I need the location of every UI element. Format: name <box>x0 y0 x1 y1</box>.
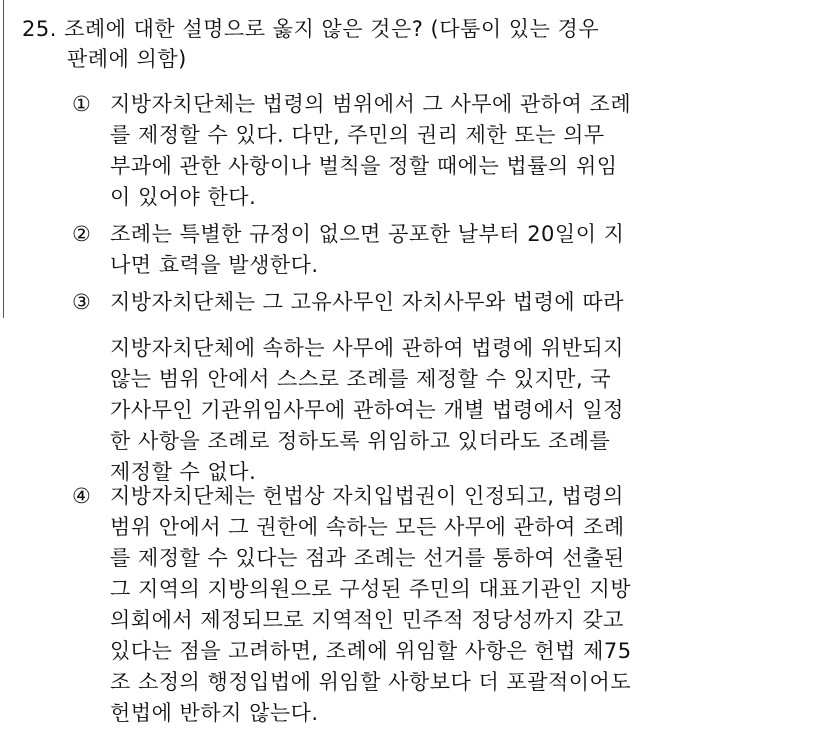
option-line: 한 사항을 조례로 정하도록 위임하고 있더라도 조례를 <box>110 429 611 453</box>
option-line: 조례는 특별한 규정이 없으면 공포한 날부터 20일이 지 <box>110 222 625 246</box>
option-line: 제정할 수 없다. <box>110 460 257 484</box>
option-line: 조 소정의 행정입법에 위임할 사항보다 더 포괄적이어도 <box>110 670 632 694</box>
option-line: 않는 범위 안에서 스스로 조례를 제정할 수 있지만, 국 <box>110 367 612 391</box>
question-line: 25. 조례에 대한 설명으로 옳지 않은 것은? (다툼이 있는 경우 <box>22 17 600 41</box>
option-line: 가사무인 기관위임사무에 관하여는 개별 법령에서 일정 <box>110 398 624 422</box>
option-line: 지방자치단체는 헌법상 자치입법권이 인정되고, 법령의 <box>110 484 624 508</box>
option-marker: ② <box>72 222 92 246</box>
option-line: 부과에 관한 사항이나 벌칙을 정할 때에는 법률의 위임 <box>110 154 618 178</box>
option-marker: ④ <box>72 484 92 508</box>
option-1[interactable] <box>72 89 822 213</box>
option-line: 를 제정할 수 있다. 다만, 주민의 권리 제한 또는 의무 <box>110 123 605 147</box>
question-stem <box>22 14 822 74</box>
option-line: 나면 효력을 발생한다. <box>110 253 319 277</box>
option-line: 를 제정할 수 있다는 점과 조례는 선거를 통하여 선출된 <box>110 546 625 570</box>
option-line: 그 지역의 지방의원으로 구성된 주민의 대표기관인 지방 <box>110 577 632 601</box>
option-line: 의회에서 제정되므로 지역적인 민주적 정당성까지 갖고 <box>110 608 624 632</box>
option-line: 지방자치단체는 그 고유사무인 자치사무와 법령에 따라 <box>110 290 624 314</box>
option-line: 지방자치단체에 속하는 사무에 관하여 법령에 위반되지 <box>110 336 624 360</box>
option-marker: ③ <box>72 290 92 314</box>
option-marker: ① <box>72 92 92 116</box>
option-line: 지방자치단체는 법령의 범위에서 그 사무에 관하여 조례 <box>110 92 632 116</box>
margin-rule <box>3 0 4 318</box>
option-line: 이 있어야 한다. <box>110 185 257 209</box>
option-3[interactable] <box>72 287 822 488</box>
option-2[interactable] <box>72 219 822 281</box>
option-line: 범위 안에서 그 권한에 속하는 모든 사무에 관하여 조례 <box>110 515 625 539</box>
option-4[interactable] <box>72 481 822 729</box>
option-line: 있다는 점을 고려하면, 조례에 위임할 사항은 헌법 제75 <box>110 639 632 663</box>
question-line: 판례에 의함) <box>67 47 187 71</box>
option-line: 헌법에 반하지 않는다. <box>110 701 319 725</box>
